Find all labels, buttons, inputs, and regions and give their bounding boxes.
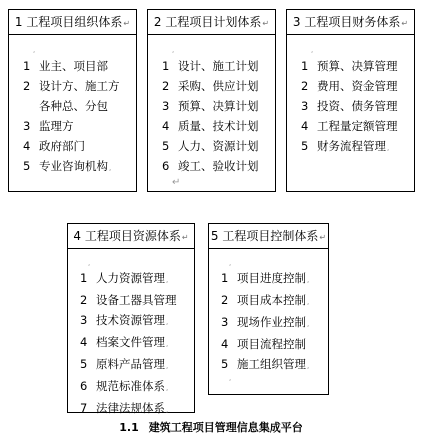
list-item: 1 预算、决算管理 (301, 59, 398, 73)
line-end-mark: ↵ (401, 19, 409, 28)
list-item: 5 施工组织管理, (221, 357, 310, 371)
list-item: 3 监理方 (23, 119, 74, 133)
list-item: 3 投资、债务管理 (301, 99, 398, 113)
list-item: 4 质量、技术计划 (162, 119, 259, 133)
box-resources (67, 223, 195, 413)
list-item: 5 专业咨询机构, (23, 159, 112, 173)
list-item: 6 规范标准体系, (80, 379, 169, 393)
list-item: 5 人力、资源计划 (162, 139, 259, 153)
list-item: 5 原料产品管理, (80, 357, 169, 371)
empty-paragraph-mark: , (33, 46, 36, 54)
empty-paragraph-mark: , (311, 46, 314, 54)
list-item: 1 人力资源管理, (80, 271, 169, 285)
line-end-mark: ↵ (172, 177, 181, 188)
box-title: 1 工程项目组织体系↵ (9, 10, 136, 35)
figure-caption-text: 建筑工程项目管理信息集成平台 (148, 421, 303, 434)
line-end-mark: ↵ (319, 233, 327, 242)
box-organization (8, 9, 137, 192)
box-finance (286, 9, 415, 192)
item-list (301, 56, 410, 158)
box-title: 2 工程项目计划体系↵ (148, 10, 275, 35)
list-item: 2 设计方、施工方 (23, 79, 120, 93)
line-end-mark: ↵ (123, 19, 131, 28)
list-item-continuation: 各种总、分包 (39, 99, 108, 113)
empty-paragraph-mark: , (229, 259, 232, 267)
list-item: 4 项目流程控制 (221, 337, 306, 351)
list-item: 3 技术资源管理, (80, 313, 169, 327)
list-item: 4 政府部门 (23, 139, 85, 153)
figure-caption (0, 419, 422, 435)
item-list (80, 268, 190, 420)
empty-paragraph-mark: , (172, 46, 175, 54)
list-item: 1 设计、施工计划 (162, 59, 259, 73)
box-title: 5 工程项目控制体系↵ (209, 224, 328, 249)
line-end-mark: ↵ (181, 233, 189, 242)
box-plan (147, 9, 276, 192)
line-end-mark: ↵ (262, 19, 270, 28)
box-title: 4 工程项目资源体系↵ (68, 224, 194, 249)
empty-paragraph-mark: , (88, 259, 91, 267)
list-item: 7 法律法规体系, (80, 401, 169, 415)
list-item: 4 工程量定额管理 (301, 119, 398, 133)
list-item: 2 设备工器具管理 (80, 293, 177, 307)
list-item: 2 项目成本控制, (221, 293, 310, 307)
list-item: 1 项目进度控制, (221, 271, 310, 285)
list-item: 5 财务流程管理, (301, 139, 390, 153)
list-item: 3 预算、决算计划 (162, 99, 259, 113)
item-list (162, 56, 271, 176)
box-control (208, 223, 329, 395)
empty-paragraph-mark: , (229, 374, 232, 382)
list-item: 3 现场作业控制, (221, 315, 310, 329)
item-list (221, 268, 324, 376)
list-item: 1 业主、项目部 (23, 59, 108, 73)
list-item: 2 费用、资金管理 (301, 79, 398, 93)
figure-number: 1.1 (119, 421, 139, 434)
list-item: 2 采购、供应计划 (162, 79, 259, 93)
item-list (23, 56, 132, 178)
list-item: 6 竣工、验收计划 (162, 159, 259, 173)
box-title: 3 工程项目财务体系↵ (287, 10, 414, 35)
list-item: 4 档案文件管理, (80, 335, 169, 349)
